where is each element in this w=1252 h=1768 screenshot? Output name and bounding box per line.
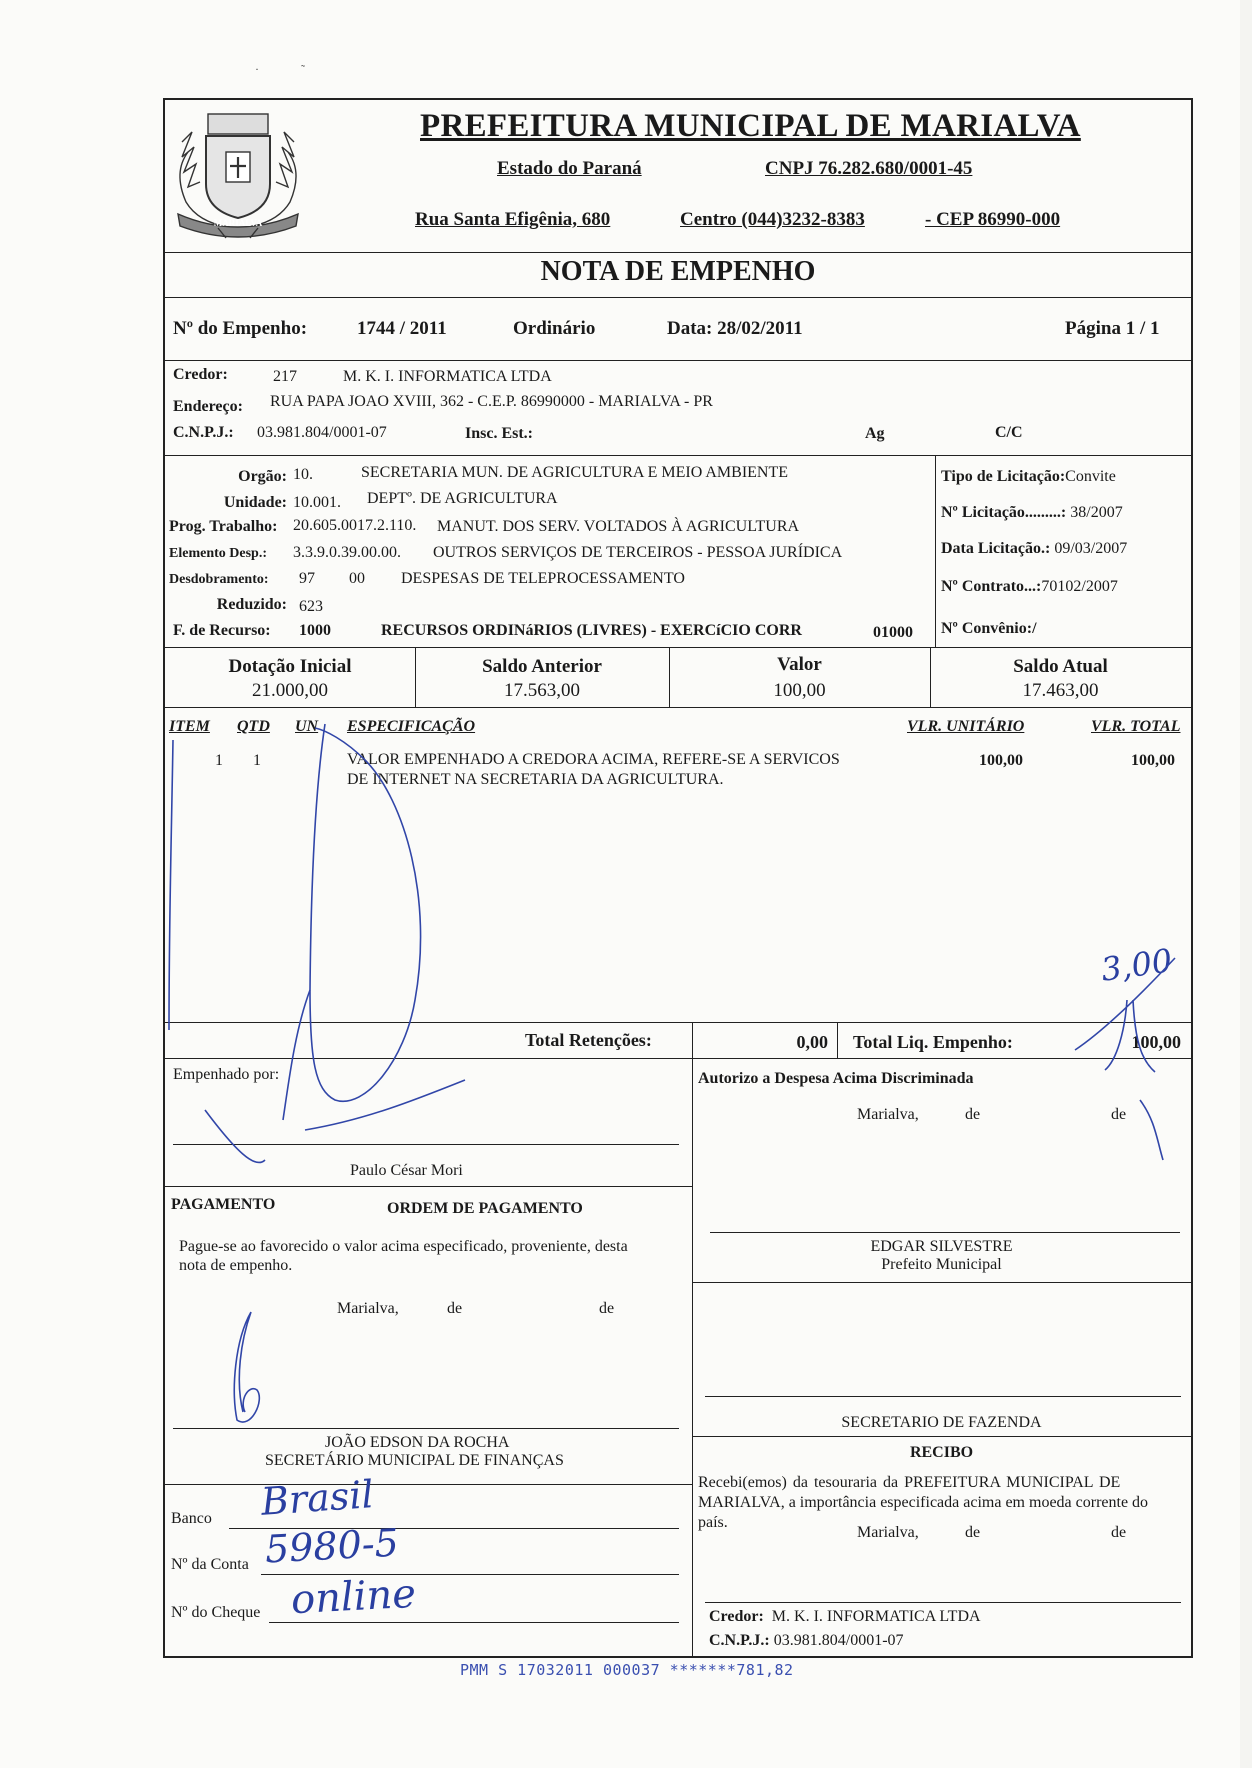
divider: [165, 1186, 692, 1187]
dotacao-label: Dotação Inicial: [228, 656, 352, 677]
pagamento-text-line1: Pague-se ao favorecido o valor acima especificado, proveniente, desta: [179, 1238, 628, 1255]
signature-line: [710, 1232, 1180, 1233]
signature-line: [705, 1602, 1181, 1603]
recibo-credor: [709, 1608, 981, 1626]
signature-line: [173, 1144, 679, 1145]
recurso-code: 1000: [299, 622, 331, 639]
licitacao-numero-value: 38/2007: [1070, 504, 1123, 521]
credor-code: 217: [273, 368, 297, 385]
elemento-code: 3.3.9.0.39.00.00.: [293, 544, 401, 561]
orgao-label: Orgão:: [238, 468, 287, 485]
pagamento-de2: de: [599, 1300, 615, 1317]
recurso-label: F. de Recurso:: [173, 622, 271, 639]
divider: [165, 1022, 1191, 1023]
page-number: Página 1 / 1: [1065, 318, 1160, 339]
desdobramento-desc: DESPESAS DE TELEPROCESSAMENTO: [401, 570, 685, 587]
prefeito-title: Prefeito Municipal: [881, 1256, 1002, 1273]
divider: [165, 297, 1191, 298]
total-liq-value: 100,00: [1131, 1032, 1181, 1052]
prog-desc: MANUT. DOS SERV. VOLTADOS À AGRICULTURA: [437, 518, 800, 535]
autorizo-de2: de: [1111, 1106, 1127, 1123]
empenho-type: Ordinário: [513, 318, 596, 339]
unidade-label: Unidade:: [223, 494, 287, 511]
divider: [692, 1436, 1191, 1437]
item-unit-value: 100,00: [979, 752, 1023, 769]
total-retencoes-label: Total Retenções:: [525, 1030, 652, 1050]
handwritten-banco: Brasil: [259, 1472, 375, 1524]
licitacao-data: [941, 540, 1127, 558]
recibo-line2: MARIALVA, a importância especificada acima em moeda corrente do: [698, 1494, 1149, 1511]
recibo-line3: país.: [698, 1514, 728, 1531]
cc-label: C/C: [995, 424, 1023, 441]
recurso-desc: RECURSOS ORDINáRIOS (LIVRES) - EXERCíCIO CORR: [381, 622, 802, 639]
item-total-value: 100,00: [1131, 752, 1175, 769]
divider: [165, 455, 1191, 456]
conta-label: Nº da Conta: [171, 1556, 249, 1573]
desdobramento-sub: 00: [349, 570, 365, 587]
recibo-line1: Recebi(emos) da tesouraria da PREFEITURA MUNICIPAL DE: [698, 1474, 1121, 1491]
recurso-extra: 01000: [873, 624, 913, 641]
header-title: PREFEITURA MUNICIPAL DE MARIALVA: [420, 108, 1081, 144]
col-vlr-unitario-header: VLR. UNITÁRIO: [907, 718, 1025, 735]
prefeito-name: EDGAR SILVESTRE: [870, 1238, 1013, 1255]
pagamento-label: PAGAMENTO: [171, 1196, 276, 1213]
banco-label: Banco: [171, 1510, 212, 1527]
contrato: [941, 578, 1118, 596]
recibo-cnpj-label: C.N.P.J.:: [709, 1632, 770, 1649]
col-item-header: ITEM: [169, 718, 210, 735]
handwritten-value: 3,00: [1098, 941, 1175, 989]
convenio: Nº Convênio:/: [941, 620, 1037, 637]
mechanical-stamp: PMM S 17032011 000037 *******781,82: [460, 1661, 794, 1679]
autorizo-city: Marialva,: [857, 1106, 919, 1123]
unidade-code: 10.001.: [293, 494, 341, 511]
item-qtd: 1: [253, 752, 261, 769]
valor-value: 100,00: [773, 680, 826, 701]
recibo-credor-label: Credor:: [709, 1608, 764, 1625]
col-un-header: UN: [295, 718, 319, 735]
item-spec-line1: VALOR EMPENHADO A CREDORA ACIMA, REFERE-SE A SERVICOS: [347, 751, 840, 768]
empenho-number-label: Nº do Empenho:: [173, 318, 308, 339]
desdobramento-label: Desdobramento:: [169, 572, 269, 587]
credor-label: Credor:: [173, 366, 228, 383]
header-cep: - CEP 86990-000: [925, 209, 1061, 230]
credor-cnpj: 03.981.804/0001-07: [257, 424, 387, 441]
total-retencoes-value: 0,00: [796, 1032, 828, 1052]
recibo-cnpj: [709, 1632, 904, 1650]
empenho-date: Data: 28/02/2011: [667, 318, 803, 339]
pagamento-de1: de: [447, 1300, 463, 1317]
svg-text:MARIALVA: MARIALVA: [213, 218, 263, 228]
credor-cnpj-label: C.N.P.J.:: [173, 424, 234, 441]
recibo-city: Marialva,: [857, 1524, 919, 1541]
fazenda-title: SECRETARIO DE FAZENDA: [841, 1414, 1042, 1431]
recibo-cnpj-value: 03.981.804/0001-07: [773, 1632, 904, 1649]
divider: [165, 1058, 1191, 1059]
coat-of-arms-logo: [168, 102, 308, 240]
item-number: 1: [215, 752, 223, 769]
saldo-atual-value: 17.463,00: [1022, 680, 1099, 701]
cheque-line: [269, 1622, 679, 1623]
autorizo-de1: de: [965, 1106, 981, 1123]
divider: [692, 1282, 1191, 1283]
credor-name: M. K. I. INFORMATICA LTDA: [343, 368, 552, 385]
valor-label: Valor: [777, 654, 822, 675]
prog-label: Prog. Trabalho:: [169, 518, 278, 535]
header-address: Rua Santa Efigênia, 680: [415, 209, 611, 230]
address-label: Endereço:: [173, 398, 243, 415]
recibo-de1: de: [965, 1524, 981, 1541]
elemento-label: Elemento Desp.:: [169, 546, 267, 561]
ag-label: Ag: [865, 425, 885, 442]
licitacao-numero-label: Nº Licitação.........:: [941, 504, 1067, 521]
cheque-label: Nº do Cheque: [171, 1604, 261, 1621]
dotacao-value: 21.000,00: [252, 680, 328, 701]
nota-frame: [163, 98, 1193, 1658]
ordem-pagamento-label: ORDEM DE PAGAMENTO: [387, 1200, 583, 1217]
divider: [165, 360, 1191, 361]
col-qtd-header: QTD: [237, 718, 270, 735]
autorizo-label: Autorizo a Despesa Acima Discriminada: [698, 1070, 974, 1087]
divider: [165, 1484, 692, 1485]
col-especificacao-header: ESPECIFICAÇÃO: [347, 718, 476, 735]
recibo-credor-value: M. K. I. INFORMATICA LTDA: [771, 1608, 981, 1625]
scan-marks: · ˜: [255, 62, 305, 76]
licitacao-tipo-label: Tipo de Licitação:: [941, 468, 1066, 485]
licitacao-tipo: [941, 468, 1116, 486]
divider: [935, 455, 936, 647]
total-liq-label: Total Liq. Empenho:: [853, 1032, 1013, 1052]
header-phone: Centro (044)3232-8383: [680, 209, 865, 230]
licitacao-tipo-value: Convite: [1065, 468, 1116, 485]
empenhado-signer: Paulo César Mori: [350, 1162, 463, 1179]
contrato-value: 70102/2007: [1041, 578, 1118, 595]
col-vlr-total-header: VLR. TOTAL: [1091, 718, 1181, 735]
doc-title: NOTA DE EMPENHO: [540, 256, 816, 287]
financas-signer-name: JOÃO EDSON DA ROCHA: [325, 1434, 510, 1451]
divider: [165, 707, 1191, 708]
divider: [692, 1058, 693, 1656]
financas-signer-title: SECRETÁRIO MUNICIPAL DE FINANÇAS: [265, 1452, 564, 1469]
empenho-number: 1744 / 2011: [357, 318, 447, 339]
saldo-atual-label: Saldo Atual: [1013, 656, 1108, 677]
licitacao-data-label: Data Licitação.:: [941, 540, 1051, 557]
recibo-title: RECIBO: [909, 1444, 974, 1461]
divider: [837, 1022, 838, 1058]
header-cnpj: CNPJ 76.282.680/0001-45: [765, 158, 973, 179]
elemento-desc: OUTROS SERVIÇOS DE TERCEIROS - PESSOA JURÍDICA: [433, 544, 843, 561]
orgao-desc: SECRETARIA MUN. DE AGRICULTURA E MEIO AMBIENTE: [361, 464, 789, 481]
saldo-anterior-value: 17.563,00: [504, 680, 580, 701]
handwritten-cheque: online: [289, 1570, 417, 1624]
reduzido-code: 623: [299, 598, 323, 615]
unidade-desc: DEPTº. DE AGRICULTURA: [367, 490, 558, 507]
saldo-anterior-label: Saldo Anterior: [482, 656, 602, 677]
signature-line: [173, 1428, 679, 1429]
contrato-label: Nº Contrato...:: [941, 578, 1042, 595]
divider: [165, 252, 1191, 253]
licitacao-numero: [941, 504, 1123, 522]
signature-line: [705, 1396, 1181, 1397]
licitacao-data-value: 09/03/2007: [1054, 540, 1128, 557]
divider: [165, 647, 1191, 648]
empenhado-por-label: Empenhado por:: [173, 1066, 280, 1083]
pagamento-city: Marialva,: [337, 1300, 399, 1317]
pagamento-text-line2: nota de empenho.: [179, 1257, 293, 1274]
recibo-de2: de: [1111, 1524, 1127, 1541]
header-state: Estado do Paraná: [497, 158, 642, 179]
credor-address: RUA PAPA JOAO XVIII, 362 - C.E.P. 86990000 - MARIALVA - PR: [270, 393, 713, 410]
prog-code: 20.605.0017.2.110.: [293, 517, 417, 534]
orgao-code: 10.: [293, 466, 313, 483]
insc-est-label: Insc. Est.:: [465, 425, 534, 442]
handwritten-conta: 5980-5: [263, 1520, 400, 1572]
desdobramento-code: 97: [299, 570, 315, 587]
reduzido-label: Reduzido:: [216, 596, 287, 613]
item-spec-line2: DE INTERNET NA SECRETARIA DA AGRICULTURA.: [347, 771, 724, 788]
